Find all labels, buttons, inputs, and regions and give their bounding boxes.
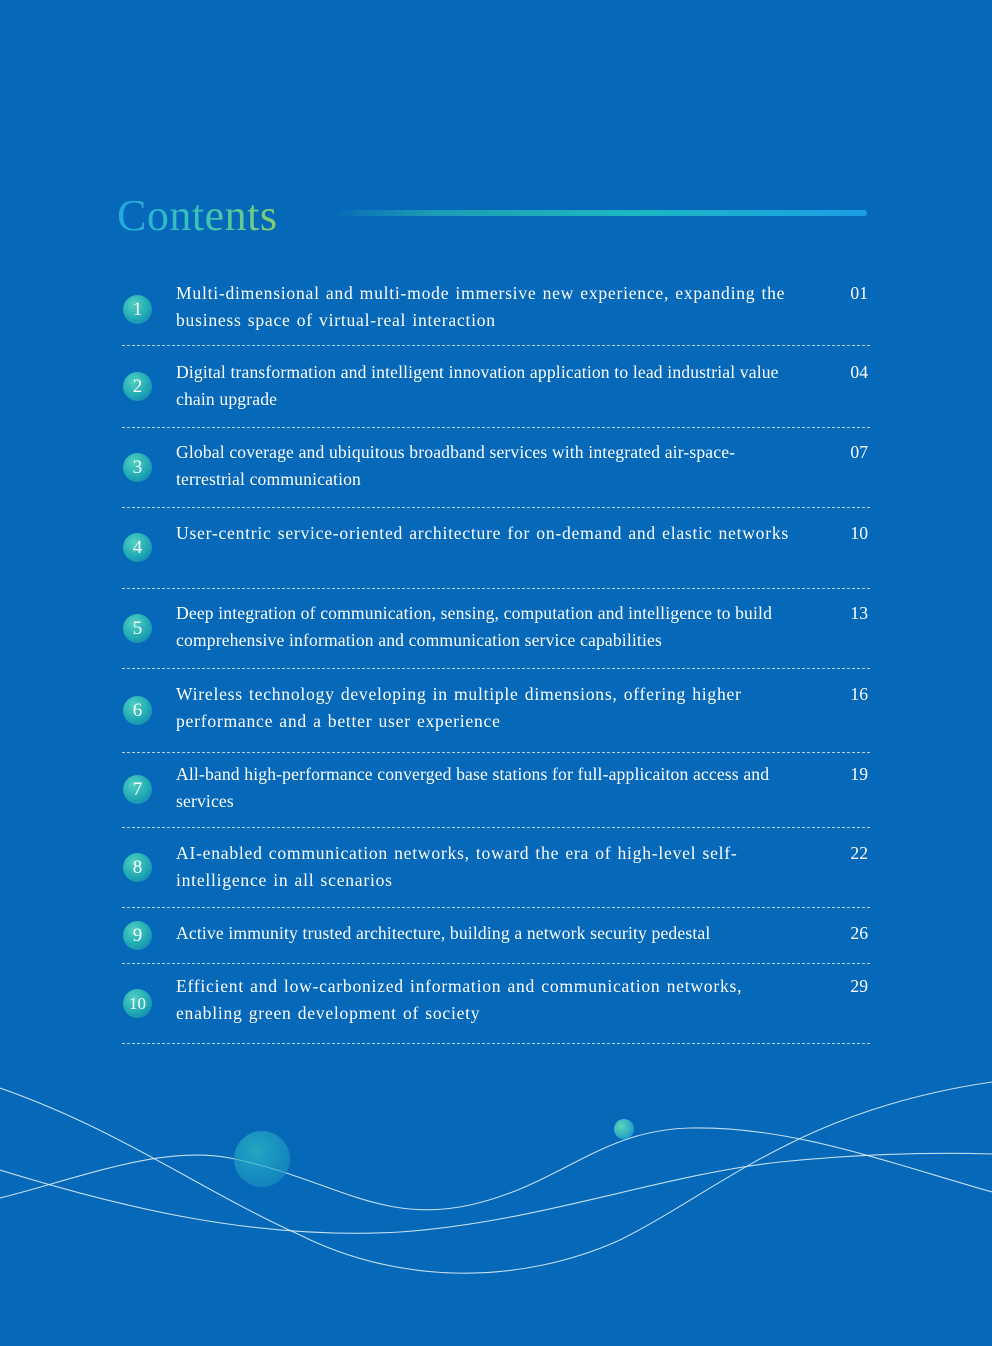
toc-entry-text: AI-enabled communication networks, toward the era of high-level self-intelligence in all scenarios — [176, 843, 738, 890]
toc-entry-text: Global coverage and ubiquitous broadband services with integrated air-space-terrestrial communication — [176, 442, 736, 489]
toc-entry-text: Multi-dimensional and multi-mode immersive new experience, expanding the business space of virtual-real interaction — [176, 283, 786, 330]
toc-entry-text: Wireless technology developing in multiple dimensions, offering higher performance and a better user experience — [176, 684, 742, 731]
decorative-circle-small — [614, 1119, 634, 1139]
wave-line — [0, 1128, 992, 1210]
toc-page-number: 07 — [850, 442, 868, 462]
toc-page-number: 04 — [850, 362, 868, 382]
toc-page-number: 01 — [850, 283, 868, 303]
toc-entry-text: All-band high-performance converged base stations for full-applicaiton access and services — [176, 764, 770, 811]
toc-page-number: 29 — [850, 976, 868, 996]
toc-item-5[interactable] — [122, 589, 870, 669]
toc-number-badge: 10 — [123, 989, 152, 1018]
toc-entry-text: Digital transformation and intelligent innovation application to lead industrial value chain upgrade — [176, 362, 779, 409]
title-rule — [330, 210, 867, 216]
toc-number-badge: 4 — [123, 533, 152, 562]
toc-entry-text: Efficient and low-carbonized information and communication networks, enabling green development of society — [176, 976, 743, 1023]
toc-entry-text: Deep integration of communication, sensing, computation and intelligence to build comprehensive information and communication service capabilities — [176, 603, 773, 650]
toc-item-7[interactable] — [122, 753, 870, 828]
toc-item-10[interactable] — [122, 964, 870, 1044]
decorative-circle-large — [234, 1131, 290, 1187]
toc-list — [122, 274, 870, 1044]
toc-item-2[interactable] — [122, 346, 870, 428]
wave-line — [0, 1153, 992, 1233]
page-title: Contents — [117, 191, 278, 240]
toc-number-badge: 1 — [123, 295, 152, 324]
toc-number-badge: 9 — [123, 921, 152, 950]
toc-item-1[interactable] — [122, 274, 870, 346]
decorative-wave-lines — [0, 1060, 992, 1346]
toc-item-6[interactable] — [122, 669, 870, 753]
toc-item-9[interactable] — [122, 908, 870, 964]
toc-page-number: 26 — [850, 923, 868, 943]
toc-page-number: 19 — [850, 764, 868, 784]
toc-number-badge: 2 — [123, 372, 152, 401]
wave-line — [0, 1082, 992, 1273]
toc-item-3[interactable] — [122, 428, 870, 508]
toc-item-8[interactable] — [122, 828, 870, 908]
toc-page-number: 22 — [850, 843, 868, 863]
toc-number-badge: 3 — [123, 453, 152, 482]
toc-number-badge: 8 — [123, 853, 152, 882]
toc-page-number: 10 — [850, 523, 868, 543]
toc-page-number: 13 — [850, 603, 868, 623]
toc-number-badge: 5 — [123, 614, 152, 643]
toc-entry-text: Active immunity trusted architecture, building a network security pedestal — [176, 923, 711, 943]
toc-page-number: 16 — [850, 684, 868, 704]
toc-entry-text: User-centric service-oriented architecture for on-demand and elastic networks — [176, 523, 789, 543]
toc-number-badge: 6 — [123, 696, 152, 725]
toc-number-badge: 7 — [123, 775, 152, 804]
toc-item-4[interactable] — [122, 508, 870, 589]
